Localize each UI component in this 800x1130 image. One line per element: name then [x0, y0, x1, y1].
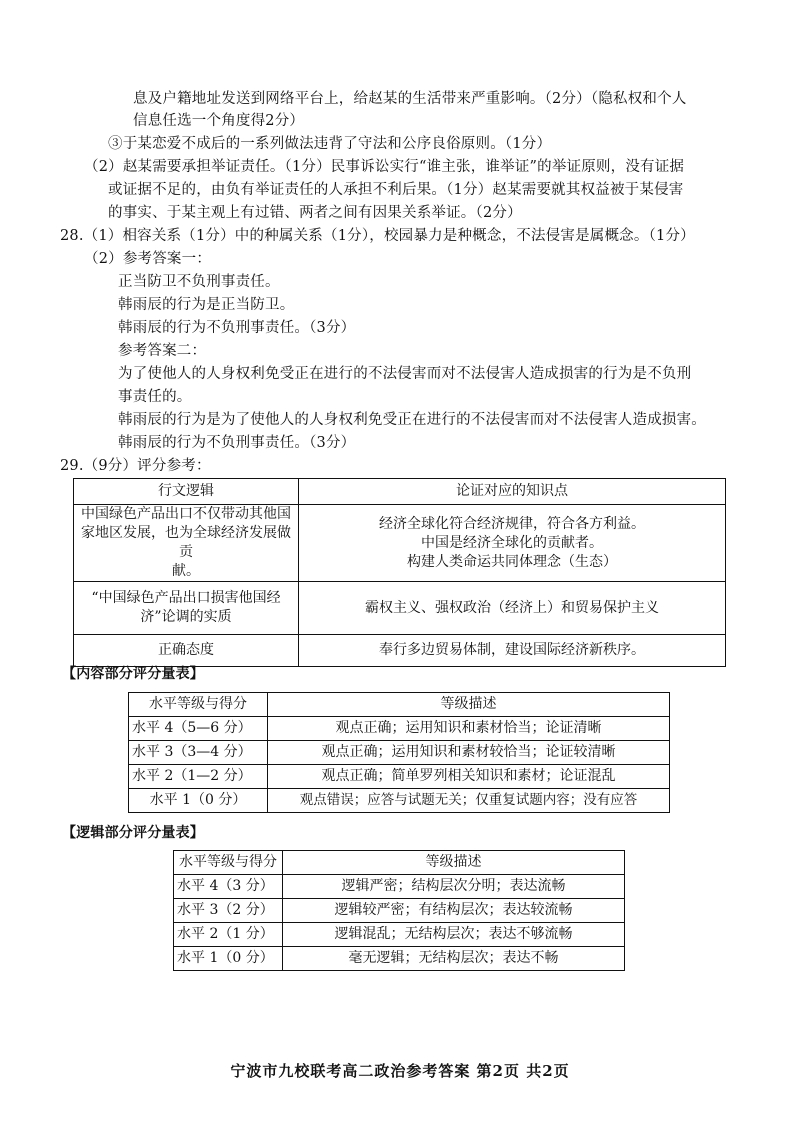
table-cell: 观点正确；运用知识和素材恰当；论证清晰 [268, 717, 670, 741]
table-cell: 毫无逻辑；无结构层次；表达不畅 [283, 947, 625, 971]
answer-line: 韩雨辰的行为不负刑事责任。（3分） [118, 320, 356, 336]
logic-scale-table [173, 850, 625, 971]
table-header: 等级描述 [268, 693, 670, 717]
table-cell: 正确态度 [74, 635, 299, 667]
table-cell: 逻辑严密；结构层次分明；表达流畅 [283, 875, 625, 899]
table-cell: 奉行多边贸易体制，建设国际经济新秩序。 [299, 635, 726, 667]
table-cell: 逻辑较严密；有结构层次；表达较流畅 [283, 899, 625, 923]
table-cell: “中国绿色产品出口损害他国经 [91, 590, 281, 606]
table-cell: 水平 3（2 分） [174, 899, 283, 923]
table-cell: 献。 [172, 563, 200, 579]
table-header: 行文逻辑 [74, 479, 299, 505]
answer-line: 韩雨辰的行为不负刑事责任。（3分） [118, 435, 356, 451]
table-cell: 中国是经济全球化的贡献者。 [421, 534, 603, 551]
table-header: 水平等级与得分 [174, 851, 283, 875]
answer-line: 正当防卫不负刑事责任。 [118, 274, 280, 290]
table-row [129, 741, 670, 765]
table-cell: 水平 1（0 分） [129, 789, 268, 813]
table-cell: 构建人类命运共同体理念（生态） [407, 553, 617, 570]
table-row [129, 717, 670, 741]
answer-line: 的事实、于某主观上有过错、两者之间有因果关系举证。（2分） [108, 205, 522, 221]
answer-line: 参考答案二： [118, 343, 207, 359]
table-row [174, 947, 625, 971]
answer-line: 或证据不足的，由负有举证责任的人承担不利后果。（1分）赵某需要就其权益被于某侵害 [108, 182, 684, 198]
table-cell: 中国绿色产品出口不仅带动其他国 [81, 506, 291, 522]
table-row [174, 923, 625, 947]
logic-scale-title: 【逻辑部分评分量表】 [62, 825, 204, 841]
table-header: 等级描述 [283, 851, 625, 875]
table-row [174, 875, 625, 899]
table-row [129, 765, 670, 789]
table-cell: 逻辑混乱；无结构层次；表达不够流畅 [283, 923, 625, 947]
question-28-part-2: （2）参考答案一： [84, 251, 212, 267]
table-row [129, 789, 670, 813]
answer-line: 韩雨辰的行为是为了使他人的人身权利免受正在进行的不法侵害而对不法侵害人造成损害。 [118, 412, 706, 428]
answer-line: 信息任选一个角度得2分） [133, 113, 305, 129]
table-cell: 观点正确；简单罗列相关知识和素材；论证混乱 [268, 765, 670, 789]
table-cell: 水平 2（1 分） [174, 923, 283, 947]
answer-line: 息及户籍地址发送到网络平台上，给赵某的生活带来严重影响。（2分）（隐私权和个人 [133, 91, 687, 107]
question-28-part-1: 28.（1）相容关系（1分）中的种属关系（1分），校园暴力是种概念，不法侵害是属概念。（1分） [60, 228, 695, 244]
table-row [74, 505, 726, 582]
table-header: 论证对应的知识点 [299, 479, 726, 505]
table-cell: 水平 3（3—4 分） [129, 741, 268, 765]
table-cell: 观点错误；应答与试题无关；仅重复试题内容；没有应答 [268, 789, 670, 813]
answer-line: 为了使他人的人身权利免受正在进行的不法侵害而对不法侵害人造成损害的行为是不负刑 [118, 366, 692, 382]
table-cell: 经济全球化符合经济规律，符合各方利益。 [379, 515, 645, 532]
page-footer: 宁波市九校联考高二政治参考答案 第2页 共2页 [230, 1062, 570, 1080]
table-cell: 水平 2（1—2 分） [129, 765, 268, 789]
table-cell: 水平 4（3 分） [174, 875, 283, 899]
answer-line: 韩雨辰的行为是正当防卫。 [118, 297, 295, 313]
table-cell: 家地区发展，也为全球经济发展做贡 [81, 525, 291, 560]
table-row [174, 899, 625, 923]
table-header: 水平等级与得分 [129, 693, 268, 717]
table-cell: 霸权主义、强权政治（经济上）和贸易保护主义 [299, 582, 726, 635]
table-row [74, 635, 726, 667]
table-cell: 观点正确；运用知识和素材较恰当；论证较清晰 [268, 741, 670, 765]
answer-line: ③于某恋爱不成后的一系列做法违背了守法和公序良俗原则。（1分） [108, 136, 552, 152]
content-scale-table [128, 692, 670, 813]
table-row [74, 582, 726, 635]
logic-table [73, 478, 726, 667]
question-29-heading: 29.（9分）评分参考： [60, 458, 211, 474]
answer-line: 事责任的。 [118, 389, 192, 405]
table-cell: 水平 4（5—6 分） [129, 717, 268, 741]
table-cell: 水平 1（0 分） [174, 947, 283, 971]
table-cell: 济”论调的实质 [140, 609, 232, 625]
content-scale-title: 【内容部分评分量表】 [62, 666, 204, 682]
answer-line: （2）赵某需要承担举证责任。（1分）民事诉讼实行“谁主张，谁举证”的举证原则，没有证据 [84, 159, 685, 175]
